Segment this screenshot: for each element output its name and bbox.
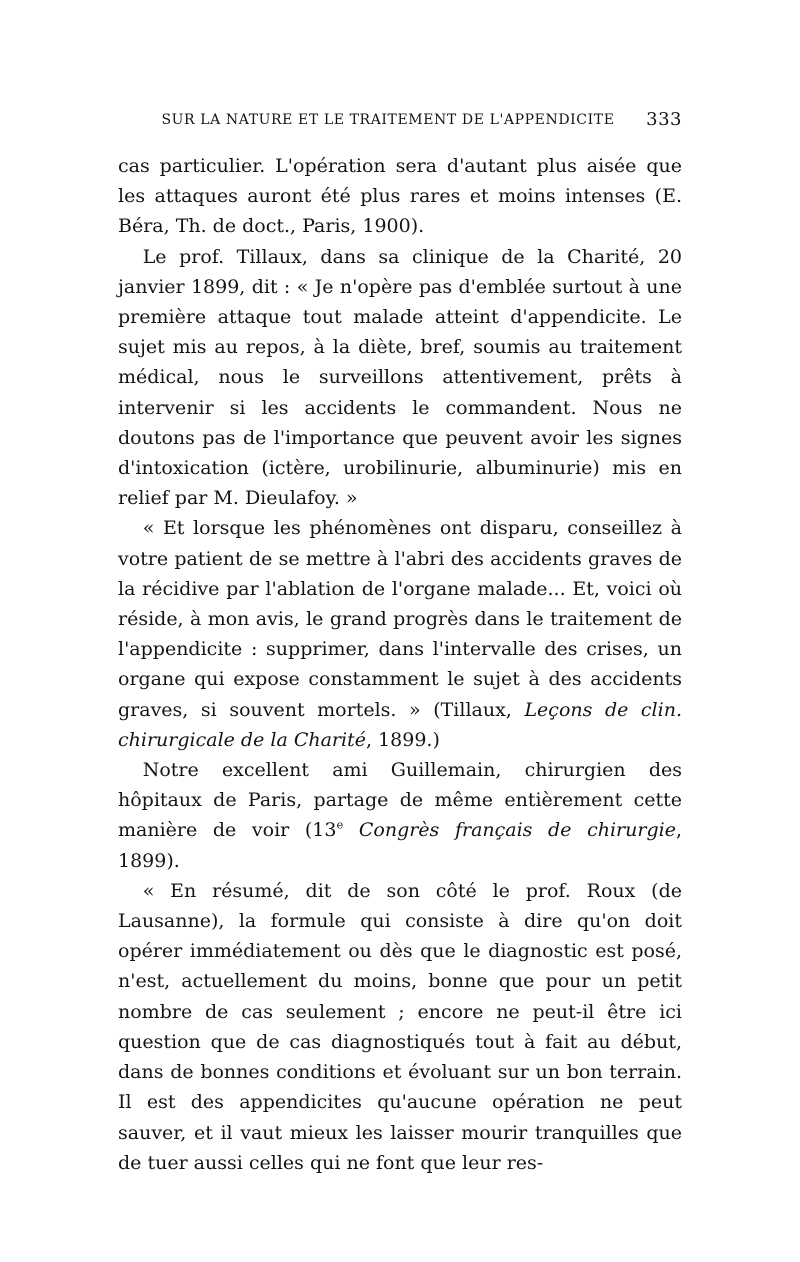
paragraph-3	[118, 513, 682, 755]
paragraph-4-text-a: Notre excellent ami Guillemain, chirurgien des hôpitaux de Paris, partage de même entièrement cette manière de voir (13	[118, 759, 682, 842]
citation-congres-title: Congrès français de chirurgie	[358, 819, 676, 842]
paragraph-1-text: cas particulier. L'opération sera d'autant plus aisée que les attaques auront été plus rares et moins intenses (E. Béra, Th. de doct., Paris, 1900).	[118, 155, 682, 238]
page-number: 333	[646, 109, 682, 130]
paragraph-3-text-b: , 1899.)	[365, 728, 440, 751]
running-header	[118, 100, 682, 140]
paragraph-2-text: Le prof. Tillaux, dans sa clinique de la Charité, 20 janvier 1899, dit : « Je n'opère pas d'emblée surtout à une première attaque tout malade atteint d'appendicite. Le sujet mis au repos, à la diète, bref, soumis au traitement médical, nous le surveillons attentivement, prêts à intervenir si les accidents le commandent. Nous ne doutons pas de l'importance que peuvent avoir les signes d'intoxication (ictère, urobilinurie, albuminurie) mis en relief par M. Dieulafoy. »	[118, 245, 682, 510]
paragraph-4	[118, 755, 682, 876]
paragraph-5-text: « En résumé, dit de son côté le prof. Roux (de Lausanne), la formule qui consiste à dire qu'on doit opérer immédiatement ou dès que le diagnostic est posé, n'est, actuellement du moins, bonne que pour un petit nombre de cas seulement ; encore ne peut-il être ici question que de cas diagnostiqués tout à fait au début, dans de bonnes conditions et évoluant sur un bon terrain. Il est des appendicites qu'aucune opération ne peut sauver, et il vaut mieux les laisser mourir tranquilles que de tuer aussi celles qui ne font que leur res-	[118, 879, 682, 1174]
paragraph-2	[118, 242, 682, 514]
paragraph-5	[118, 876, 682, 1178]
body-text	[118, 151, 682, 1178]
paragraph-3-text-a: « Et lorsque les phénomènes ont disparu, conseillez à votre patient de se mettre à l'abri des accidents graves de la récidive par l'ablation de l'organe malade... Et, voici où réside, à mon avis, le grand progrès dans le traitement de l'appendicite : supprimer, dans l'intervalle des crises, un organe qui expose constamment le sujet à des accidents graves, si souvent mortels. » (Tillaux,	[118, 517, 682, 721]
paragraph-4-text-b: , 1899).	[118, 819, 682, 872]
citation-tillaux-title: Leçons de clin. chirurgicale de la Charité	[118, 698, 682, 751]
book-page	[118, 100, 682, 1178]
ordinal-superscript: e	[336, 818, 344, 833]
running-title: SUR LA NATURE ET LE TRAITEMENT DE L'APPENDICITE	[161, 112, 615, 128]
paragraph-1	[118, 151, 682, 242]
